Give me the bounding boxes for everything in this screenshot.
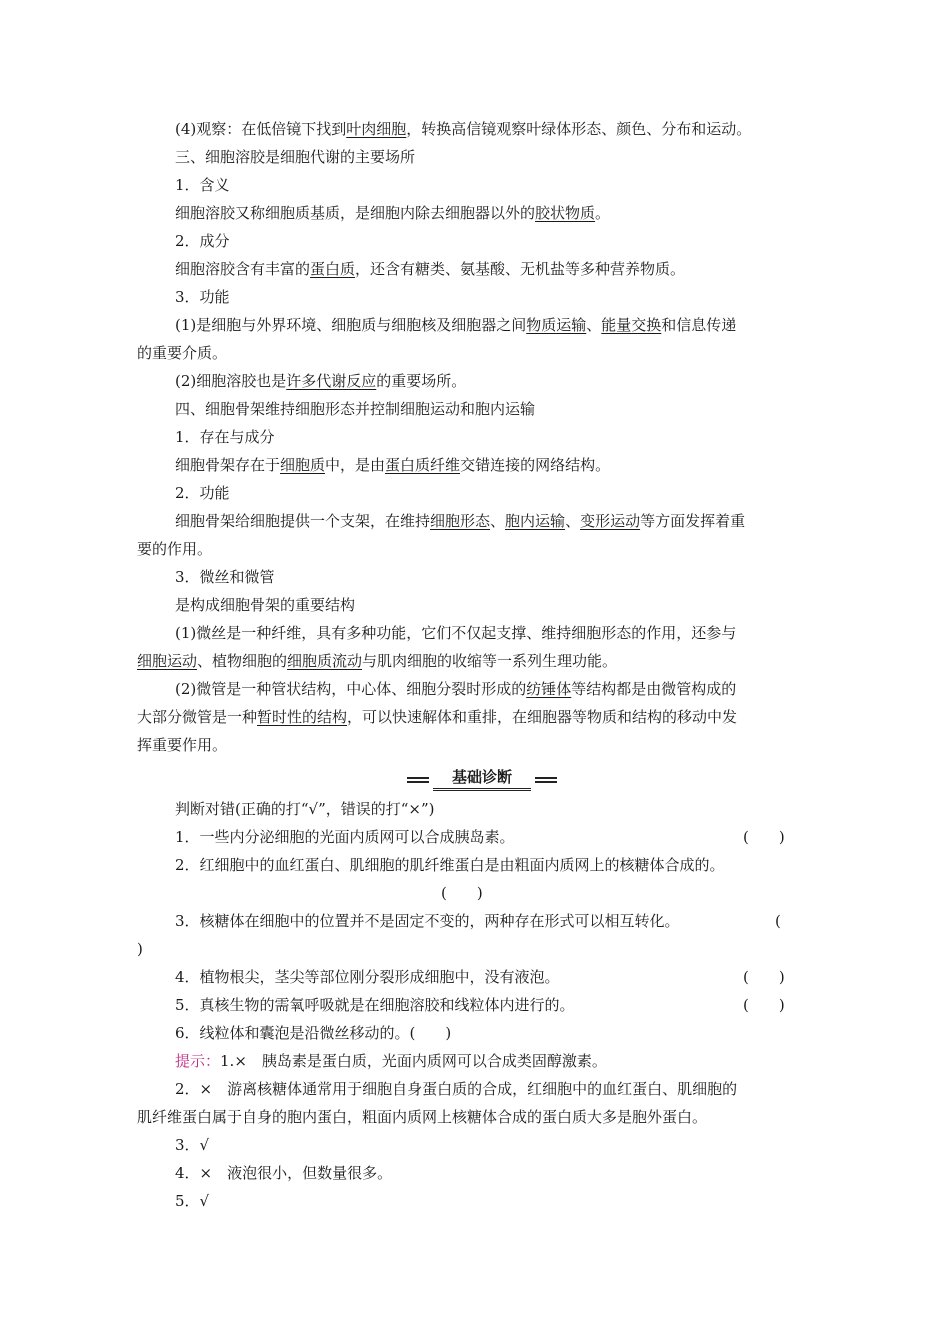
text: (2)微管是一种管状结构，中心体、细胞分裂时形成的 (175, 680, 527, 698)
answer-1 (175, 1050, 607, 1072)
answer-blank: 细胞形态 (430, 512, 491, 530)
question-4: 4．植物根尖，茎尖等部位刚分裂形成细胞中，没有液泡。 (175, 968, 560, 986)
text: 、 (565, 512, 581, 530)
answer-blank: 暂时性的结构 (257, 708, 348, 726)
text: 细胞溶胶含有丰富的 (175, 260, 311, 278)
question-3: 3．核糖体在细胞中的位置并不是固定不变的，两种存在形式可以相互转化。 (175, 912, 680, 930)
observe-text: ，转换高信镜观察叶绿体形态、颜色、分布和运动。 (406, 120, 752, 138)
paragraph (175, 510, 745, 532)
text: 交错连接的网络结构。 (460, 456, 611, 474)
answer-5: 5．√ (175, 1192, 210, 1210)
paragraph (175, 258, 685, 280)
section-heading: 四、细胞骨架维持细胞形态并控制细胞运动和胞内运输 (175, 400, 536, 418)
text: 、植物细胞的 (197, 652, 288, 670)
text: ，可以快速解体和重排，在细胞器等物质和结构的移动中发 (347, 708, 738, 726)
paragraph-continuation: 要的作用。 (137, 540, 213, 558)
question-6: 6．线粒体和囊泡是沿微丝移动的。( ) (175, 1024, 452, 1042)
subheading: 1．含义 (175, 176, 230, 194)
observe-step (175, 118, 751, 140)
paragraph-continuation (137, 650, 617, 672)
answer-paren: ( ) (743, 996, 785, 1014)
text: 等结构都是由微管构成的 (571, 680, 737, 698)
paragraph (175, 314, 736, 336)
answer-paren: ( ) (743, 828, 785, 846)
answer-blank: 纺锤体 (526, 680, 572, 698)
subheading: 3．微丝和微管 (175, 568, 275, 586)
answer-blank: 蛋白质纤维 (385, 456, 461, 474)
paragraph (175, 678, 736, 700)
answer-blank: 细胞质 (280, 456, 326, 474)
answer-blank: 胶状物质 (535, 204, 596, 222)
text: (1)是细胞与外界环境、细胞质与细胞核及细胞器之间 (175, 316, 527, 334)
subheading: 1．存在与成分 (175, 428, 275, 446)
answer-paren: ( ) (441, 884, 483, 902)
text: 的重要场所。 (376, 372, 467, 390)
hint-label: 提示： (175, 1052, 221, 1070)
paragraph (175, 202, 610, 224)
paragraph: 是构成细胞骨架的重要结构 (175, 596, 356, 614)
answer-blank: 变形运动 (580, 512, 641, 530)
text: 中，是由 (325, 456, 386, 474)
paragraph-continuation: 的重要介质。 (137, 344, 228, 362)
subheading: 2．功能 (175, 484, 230, 502)
answer-blank: 胞内运输 (505, 512, 566, 530)
subheading: 3．功能 (175, 288, 230, 306)
text: 、 (490, 512, 506, 530)
observe-text: (4)观察：在低倍镜下找到 (175, 120, 347, 138)
badge-rule-right (535, 777, 557, 783)
paragraph-continuation: 挥重要作用。 (137, 736, 228, 754)
text: 。 (595, 204, 611, 222)
answer-2: 2．× 游离核糖体通常用于细胞自身蛋白质的合成，红细胞中的血红蛋白、肌细胞的 (175, 1080, 738, 1098)
paragraph (175, 454, 610, 476)
text: 与肌肉细胞的收缩等一系列生理功能。 (362, 652, 618, 670)
section-heading: 三、细胞溶胶是细胞代谢的主要场所 (175, 148, 416, 166)
badge-title: 基础诊断 (433, 766, 531, 791)
text: 大部分微管是一种 (137, 708, 258, 726)
badge-rule-left (407, 777, 429, 783)
text: 细胞骨架存在于 (175, 456, 281, 474)
text: 等方面发挥着重 (640, 512, 746, 530)
question-5: 5．真核生物的需氧呼吸就是在细胞溶胶和线粒体内进行的。 (175, 996, 575, 1014)
answer-paren-close: ) (137, 940, 143, 958)
answer-blank: 蛋白质 (310, 260, 356, 278)
text: 、 (586, 316, 602, 334)
answer-paren: ( ) (743, 968, 785, 986)
answer-4: 4．× 液泡很小，但数量很多。 (175, 1164, 393, 1182)
paragraph-continuation (137, 706, 737, 728)
answer-blank: 许多代谢反应 (286, 372, 377, 390)
answer-blank: 物质运输 (526, 316, 587, 334)
paragraph: (1)微丝是一种纤维，具有多种功能，它们不仅起支撑、维持细胞形态的作用，还参与 (175, 624, 737, 642)
text: 和信息传递 (661, 316, 737, 334)
answer-blank: 能量交换 (601, 316, 662, 334)
instruction: 判断对错(正确的打“√”，错误的打“×”) (175, 800, 435, 818)
answer-2-continuation: 肌纤维蛋白属于自身的胞内蛋白，粗面内质网上核糖体合成的蛋白质大多是胞外蛋白。 (137, 1108, 708, 1126)
answer-blank: 细胞质流动 (287, 652, 363, 670)
section-badge (407, 766, 557, 790)
answer-blank: 细胞运动 (137, 652, 198, 670)
answer-blank: 叶肉细胞 (346, 120, 407, 138)
text: 细胞骨架给细胞提供一个支架，在维持 (175, 512, 431, 530)
text: ，还含有糖类、氨基酸、无机盐等多种营养物质。 (355, 260, 686, 278)
question-2: 2．红细胞中的血红蛋白、肌细胞的肌纤维蛋白是由粗面内质网上的核糖体合成的。 (175, 856, 725, 874)
answer-text: 1.× 胰岛素是蛋白质，光面内质网可以合成类固醇激素。 (220, 1052, 607, 1070)
text: 细胞溶胶又称细胞质基质，是细胞内除去细胞器以外的 (175, 204, 536, 222)
paragraph (175, 370, 466, 392)
answer-paren-open: ( (775, 912, 781, 930)
answer-3: 3．√ (175, 1136, 210, 1154)
question-1: 1．一些内分泌细胞的光面内质网可以合成胰岛素。 (175, 828, 515, 846)
subheading: 2．成分 (175, 232, 230, 250)
text: (2)细胞溶胶也是 (175, 372, 287, 390)
